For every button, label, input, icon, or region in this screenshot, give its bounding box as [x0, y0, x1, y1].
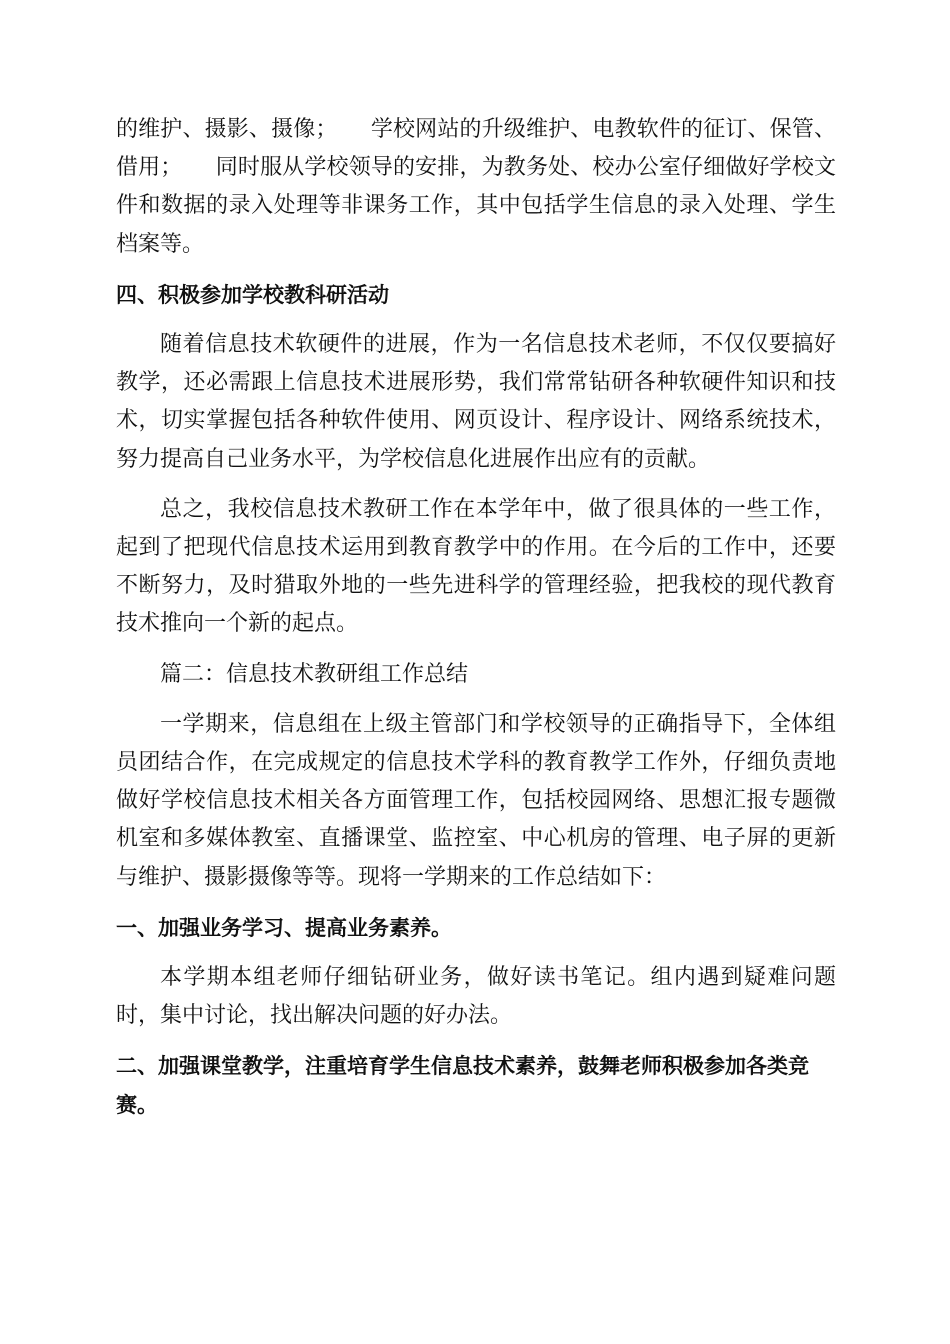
- paragraph-study: 本学期本组老师仔细钻研业务，做好读书笔记。组内遇到疑难问题时，集中讨论，找出解决问题的好办法。: [116, 965, 836, 1029]
- section-heading-1: 一、加强业务学习、提高业务素养。: [116, 915, 452, 940]
- document-body: [116, 111, 836, 1124]
- section-heading-4: 四、积极参加学校教科研活动: [116, 282, 389, 307]
- section-heading-2: 二、加强课堂教学，注重培育学生信息技术素养，鼓舞老师积极参加各类竞赛。: [116, 1054, 809, 1117]
- paragraph-continued: 的维护、摄影、摄像； 学校网站的升级维护、电教软件的征订、保管、借用； 同时服从学校领导的安排，为教务处、校办公室仔细做好学校文件和数据的录入处理等非课务工作，其中包括学生信息的录入处理、学生档案等。: [116, 117, 836, 257]
- paragraph-research: 随着信息技术软硬件的进展，作为一名信息技术老师，不仅仅要搞好教学，还必需跟上信息技术进展形势，我们常常钻研各种软硬件知识和技术，切实掌握包括各种软件使用、网页设计、程序设计、网络系统技术，努力提高自己业务水平，为学校信息化进展作出应有的贡献。: [116, 332, 836, 472]
- article-title-part2: 篇二：信息技术教研组工作总结: [160, 661, 469, 687]
- paragraph-intro: 一学期来，信息组在上级主管部门和学校领导的正确指导下，全体组员团结合作，在完成规定的信息技术学科的教育教学工作外，仔细负责地做好学校信息技术相关各方面管理工作，包括校园网络、思想汇报专题微机室和多媒体教室、直播课堂、监控室、中心机房的管理、电子屏的更新与维护、摄影摄像等等。现将一学期来的工作总结如下：: [116, 711, 836, 890]
- paragraph-summary: 总之，我校信息技术教研工作在本学年中，做了很具体的一些工作，起到了把现代信息技术运用到教育教学中的作用。在今后的工作中，还要不断努力，及时猎取外地的一些先进科学的管理经验，把我校的现代教育技术推向一个新的起点。: [116, 496, 836, 637]
